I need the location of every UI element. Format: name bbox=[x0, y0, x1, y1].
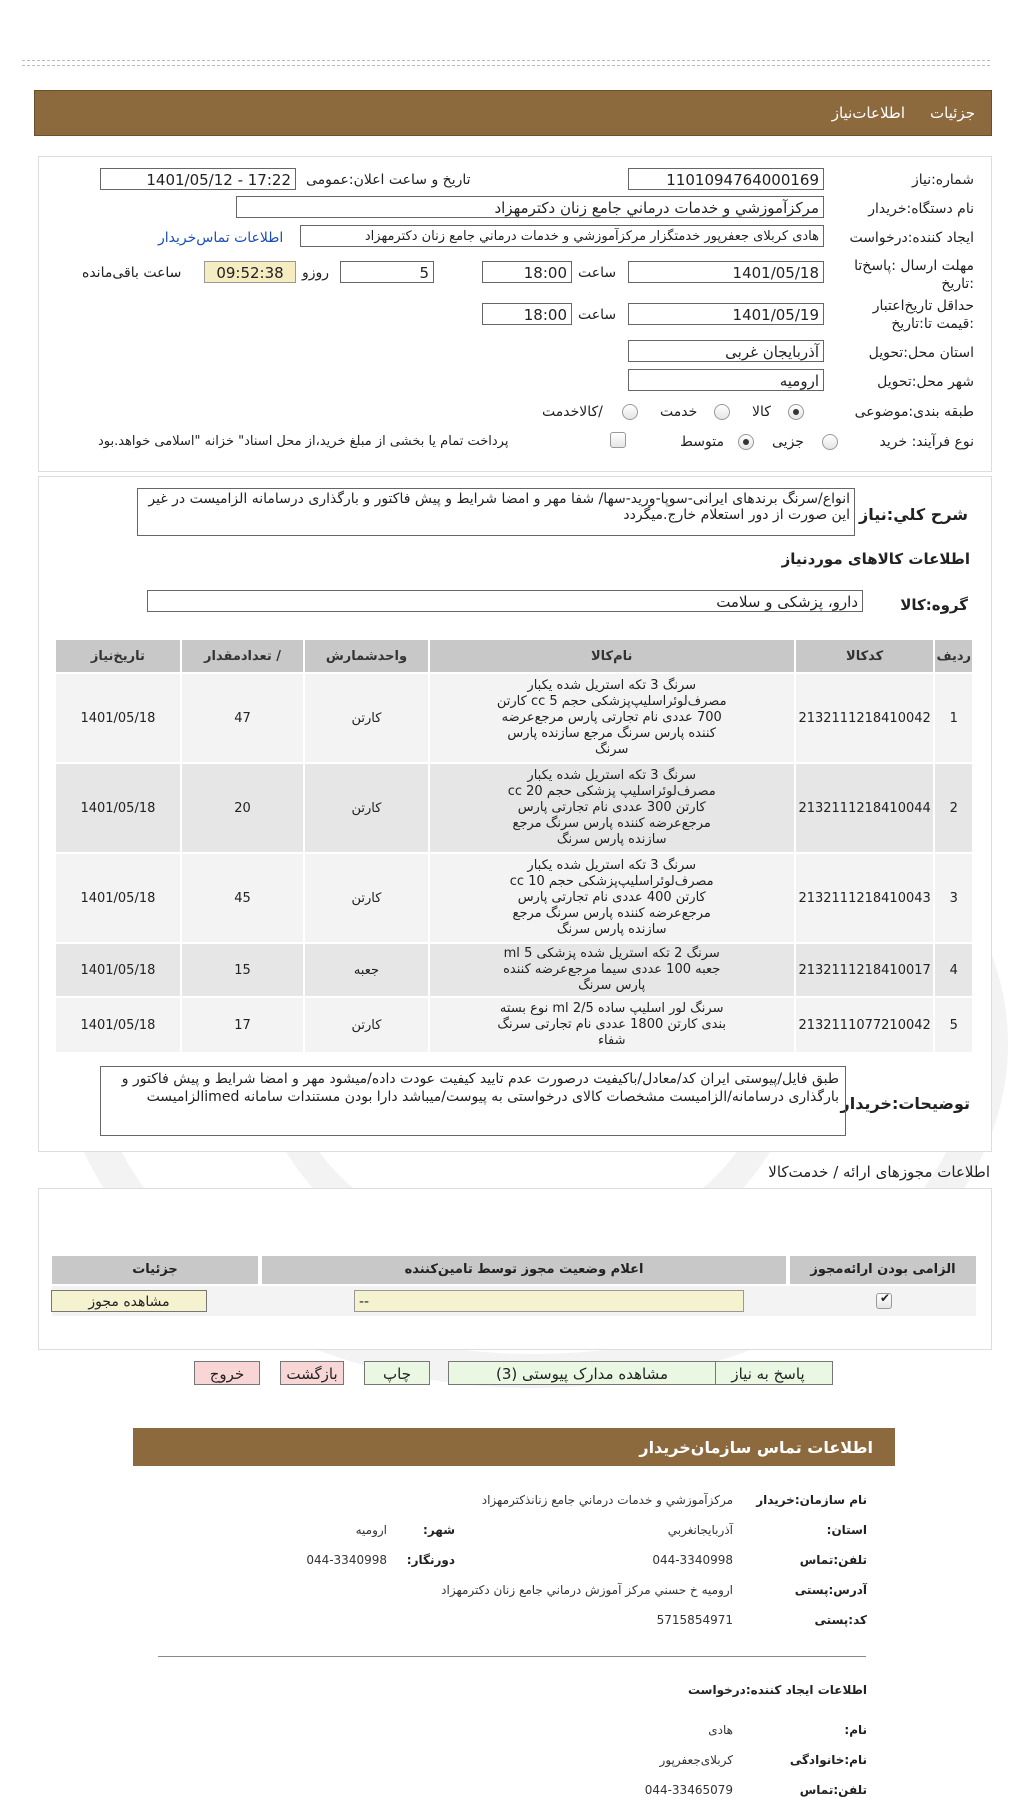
phone-label: تلفن:تماس bbox=[799, 1553, 867, 1567]
lic-header-details: جزئیات bbox=[52, 1256, 258, 1284]
lic-status-field: -- bbox=[354, 1290, 744, 1312]
creator-label: ایجاد کننده:درخواست bbox=[849, 230, 974, 246]
postal-value: 5715854971 bbox=[656, 1613, 733, 1627]
need-number-field: 1101094764000169 bbox=[628, 168, 824, 190]
need-number-label: شماره:نیاز bbox=[911, 172, 974, 188]
cell-row: 1 bbox=[934, 673, 973, 763]
fax-label: :دورنگار bbox=[406, 1553, 455, 1567]
licenses-title: اطلاعات مجوزهای ارائه / خدمت‌کالا bbox=[768, 1163, 990, 1181]
process-label: نوع فرآیند: خرید bbox=[879, 434, 974, 450]
cell-unit: کارتن bbox=[304, 763, 428, 853]
validity-date-field: 1401/05/19 bbox=[628, 303, 824, 325]
contact-province-label: :استان bbox=[826, 1523, 867, 1537]
buyer-notes-label: توضیحات:خریدار bbox=[840, 1094, 970, 1113]
contact-city-value: اروميه bbox=[355, 1523, 387, 1537]
creator-family-value: کربلای‌جعفرپور bbox=[659, 1753, 733, 1767]
cell-unit: کارتن bbox=[304, 673, 428, 763]
address-label: آدرس:پستی bbox=[794, 1583, 867, 1597]
cell-qty: 47 bbox=[181, 673, 304, 763]
cell-name bbox=[429, 673, 795, 763]
postal-label: کد:پستی bbox=[814, 1613, 867, 1627]
description-label: شرح کلي:نیاز bbox=[859, 505, 968, 524]
description-text: انواع/سرنگ برندهای ایرانی-سوپا-ورید-سها/ شفا مهر و امضا شرایط و پیش فاکتور و بارگذاری درسامانه الزامیست در غیر این صورت از دور استعلام خارج.میگردد bbox=[137, 488, 855, 536]
fax-value: 044-3340998 bbox=[306, 1553, 387, 1567]
process-medium-label: متوسط bbox=[680, 434, 724, 450]
cell-row: 2 bbox=[934, 763, 973, 853]
province-label: استان محل:تحویل bbox=[868, 345, 974, 361]
cell-code: 2132111218410042 bbox=[795, 673, 935, 763]
tab-details[interactable]: جزئیات bbox=[930, 104, 975, 122]
cell-code: 2132111218410044 bbox=[795, 763, 935, 853]
validity-time-label: ساعت bbox=[578, 307, 617, 323]
cell-row: 3 bbox=[934, 853, 973, 943]
exit-button[interactable]: خروج bbox=[194, 1361, 260, 1385]
category-service-radio[interactable] bbox=[714, 404, 730, 420]
creator-phone-value: 044-33465079 bbox=[644, 1783, 733, 1797]
col-date: تاریخ‌نیاز bbox=[55, 639, 181, 673]
buyer-label: نام دستگاه:خریدار bbox=[868, 201, 974, 217]
cell-unit: جعبه bbox=[304, 943, 428, 997]
process-medium-radio[interactable] bbox=[738, 434, 754, 450]
org-label: نام سازمان:خریدار bbox=[756, 1493, 867, 1507]
province-field: آذربایجان غربی bbox=[628, 340, 824, 362]
lic-header-status: اعلام وضعیت مجوز توسط تامین‌کننده bbox=[262, 1256, 786, 1284]
goods-group-label: گروه:کالا bbox=[900, 596, 968, 614]
cell-code: 2132111218410043 bbox=[795, 853, 935, 943]
payment-checkbox[interactable] bbox=[610, 432, 626, 448]
payment-note: پرداخت تمام یا بخشی از مبلغ خرید،از محل اسناد" خزانه "اسلامی خواهد.بود bbox=[98, 434, 509, 449]
cell-code: 2132111218410017 bbox=[795, 943, 935, 997]
category-both-label: /کالاخدمت bbox=[542, 404, 603, 420]
col-qty: / تعدادمقدار bbox=[181, 639, 304, 673]
table-row bbox=[55, 673, 973, 763]
goods-group-field: دارو، پزشکی و سلامت bbox=[147, 590, 863, 612]
tab-need-info[interactable]: اطلاعات‌نیاز bbox=[831, 104, 905, 122]
cell-name bbox=[429, 997, 795, 1053]
cell-row: 4 bbox=[934, 943, 973, 997]
cell-date: 1401/05/18 bbox=[55, 853, 181, 943]
table-row bbox=[55, 853, 973, 943]
cell-name-text: سرنگ 2 تکه استریل شده پزشکی 5 ml جعبه 100 عددی سیما مرجع‌عرضه کننده پارس سرنگ bbox=[503, 946, 721, 993]
deadline-time-label: ساعت bbox=[578, 265, 617, 281]
category-goods-radio[interactable] bbox=[788, 404, 804, 420]
cell-date: 1401/05/18 bbox=[55, 763, 181, 853]
cell-unit: کارتن bbox=[304, 853, 428, 943]
back-button[interactable]: بازگشت bbox=[280, 1361, 344, 1385]
cell-row: 5 bbox=[934, 997, 973, 1053]
announce-field: 1401/05/12 - 17:22 bbox=[100, 168, 296, 190]
lic-header-required: الزامی بودن ارائه‌مجوز bbox=[790, 1256, 976, 1284]
header-bar bbox=[34, 90, 992, 136]
cell-name bbox=[429, 853, 795, 943]
cell-date: 1401/05/18 bbox=[55, 943, 181, 997]
cell-date: 1401/05/18 bbox=[55, 997, 181, 1053]
cell-qty: 20 bbox=[181, 763, 304, 853]
licenses-table bbox=[52, 1256, 976, 1316]
cell-name bbox=[429, 763, 795, 853]
days-label: روزو bbox=[302, 265, 330, 281]
days-field: 5 bbox=[340, 261, 434, 283]
buyer-notes-text: طبق فایل/پیوستی ایران کد/معادل/باکیفیت درصورت عدم تایید کیفیت عودت داده/میشود مهر و امضا شرایط و پیش فاکتور و بارگذاری درسامانه/الزامیست مشخصات کالای درخواستی به پیوست/میباشد دارا بودن مستندات سامانه imedالزامیست bbox=[100, 1066, 846, 1136]
category-service-label: خدمت bbox=[660, 404, 698, 420]
print-button[interactable]: چاپ bbox=[364, 1361, 430, 1385]
cell-qty: 17 bbox=[181, 997, 304, 1053]
city-label: شهر محل:تحویل bbox=[877, 374, 974, 390]
category-both-radio[interactable] bbox=[622, 404, 638, 420]
cell-name-text: سرنگ 3 تکه استریل شده یکبار مصرف‌لوئراسلیپ‌پزشکی حجم 10 cc کارتن 400 عددی نام تجارتی پارس مرجع‌عرضه کننده پارس سرنگ مرجع سازنده پارس سرنگ bbox=[509, 858, 714, 937]
check-icon: ✔ bbox=[879, 1291, 890, 1305]
announce-label: تاریخ و ساعت اعلان:عمومی bbox=[306, 172, 471, 188]
contact-city-label: :شهر bbox=[423, 1523, 455, 1537]
col-code: کدکالا bbox=[795, 639, 935, 673]
category-goods-label: کالا bbox=[752, 404, 771, 420]
validity-time-field: 18:00 bbox=[482, 303, 572, 325]
phone-value: 044-3340998 bbox=[652, 1553, 733, 1567]
cell-unit: کارتن bbox=[304, 997, 428, 1053]
creator-field: هادی کربلای جعفرپور خدمتگزار مرکزآموزشي و خدمات درماني جامع زنان دکترمهزاد bbox=[300, 225, 824, 247]
cell-name-text: سرنگ 3 تکه استریل شده یکبار مصرف‌لوئراسلیپ‌پزشکی حجم 5 cc کارتن 700 عددی نام تجارتی پارس مرجع‌عرضه کننده پارس سرنگ مرجع سازنده پارس سرنگ bbox=[496, 678, 727, 757]
creator-phone-label: تلفن:تماس bbox=[799, 1783, 867, 1797]
city-field: ارومیه bbox=[628, 369, 824, 391]
remaining-time: 09:52:38 bbox=[204, 261, 296, 283]
process-minor-label: جزیی bbox=[772, 434, 804, 450]
contact-province-value: آذربایجانغربي bbox=[667, 1523, 733, 1537]
process-minor-radio[interactable] bbox=[822, 434, 838, 450]
cell-qty: 15 bbox=[181, 943, 304, 997]
contact-divider bbox=[158, 1656, 866, 1657]
validity-label: حداقل تاریخ‌اعتبار :قیمت تا:تاریخ bbox=[872, 298, 974, 332]
creator-name-label: :نام bbox=[844, 1723, 867, 1737]
cell-date: 1401/05/18 bbox=[55, 673, 181, 763]
table-row bbox=[55, 943, 973, 997]
cell-name-text: سرنگ 3 تکه استریل شده یکبار مصرف‌لوئراسلیپ پزشکی حجم 20 cc کارتن 300 عددی نام تجارتی پارس مرجع‌عرضه کننده پارس سرنگ مرجع سازنده پارس سرنگ bbox=[507, 768, 716, 847]
deadline-time-field: 18:00 bbox=[482, 261, 572, 283]
cell-code: 2132111077210042 bbox=[795, 997, 935, 1053]
attachments-button[interactable]: مشاهده مدارک پیوستی (3) bbox=[448, 1361, 716, 1385]
col-name: نام‌کالا bbox=[429, 639, 795, 673]
creator-name-value: هادی bbox=[708, 1723, 733, 1737]
creator-info-title: اطلاعات ایجاد کننده:درخواست bbox=[687, 1683, 867, 1697]
cell-qty: 45 bbox=[181, 853, 304, 943]
table-row bbox=[55, 997, 973, 1053]
cell-name bbox=[429, 943, 795, 997]
buyer-field: مرکزآموزشي و خدمات درماني جامع زنان دکترمهزاد bbox=[236, 196, 824, 218]
contact-title: اطلاعات تماس سازمان‌خریدار bbox=[639, 1438, 873, 1457]
goods-table bbox=[54, 638, 974, 1054]
deadline-label: مهلت ارسال :پاسخ‌تا :تاریخ bbox=[854, 258, 974, 292]
table-row bbox=[55, 763, 973, 853]
contact-title-bar bbox=[133, 1428, 895, 1466]
address-value: اروميه خ حسني مركز آموزش درماني جامع زنان دكترمهزاد bbox=[441, 1583, 733, 1597]
category-label: طبقه بندی:موضوعی bbox=[854, 404, 974, 420]
col-unit: واحدشمارش bbox=[304, 639, 428, 673]
goods-info-heading: اطلاعات کالاهای موردنیاز bbox=[781, 550, 970, 568]
buyer-contact-link[interactable]: اطلاعات تماس‌خریدار bbox=[158, 230, 284, 246]
top-divider bbox=[22, 60, 990, 66]
cell-name-text: سرنگ لور اسلیپ ساده 2/5 ml نوع بسته بندی کارتن 1800 عددی نام تجارتی سرنگ شفاء bbox=[497, 1001, 726, 1048]
creator-family-label: نام:خانوادگی bbox=[789, 1753, 867, 1767]
reply-button[interactable]: پاسخ به نیاز bbox=[703, 1361, 833, 1385]
col-row: ردیف bbox=[934, 639, 973, 673]
org-value: مرکزآموزشي و خدمات درماني جامع زنانذکترمهزاد bbox=[481, 1493, 733, 1507]
deadline-date-field: 1401/05/18 bbox=[628, 261, 824, 283]
remaining-label: ساعت باقی‌مانده bbox=[82, 265, 182, 281]
view-license-button[interactable]: مشاهده مجوز bbox=[51, 1290, 207, 1312]
